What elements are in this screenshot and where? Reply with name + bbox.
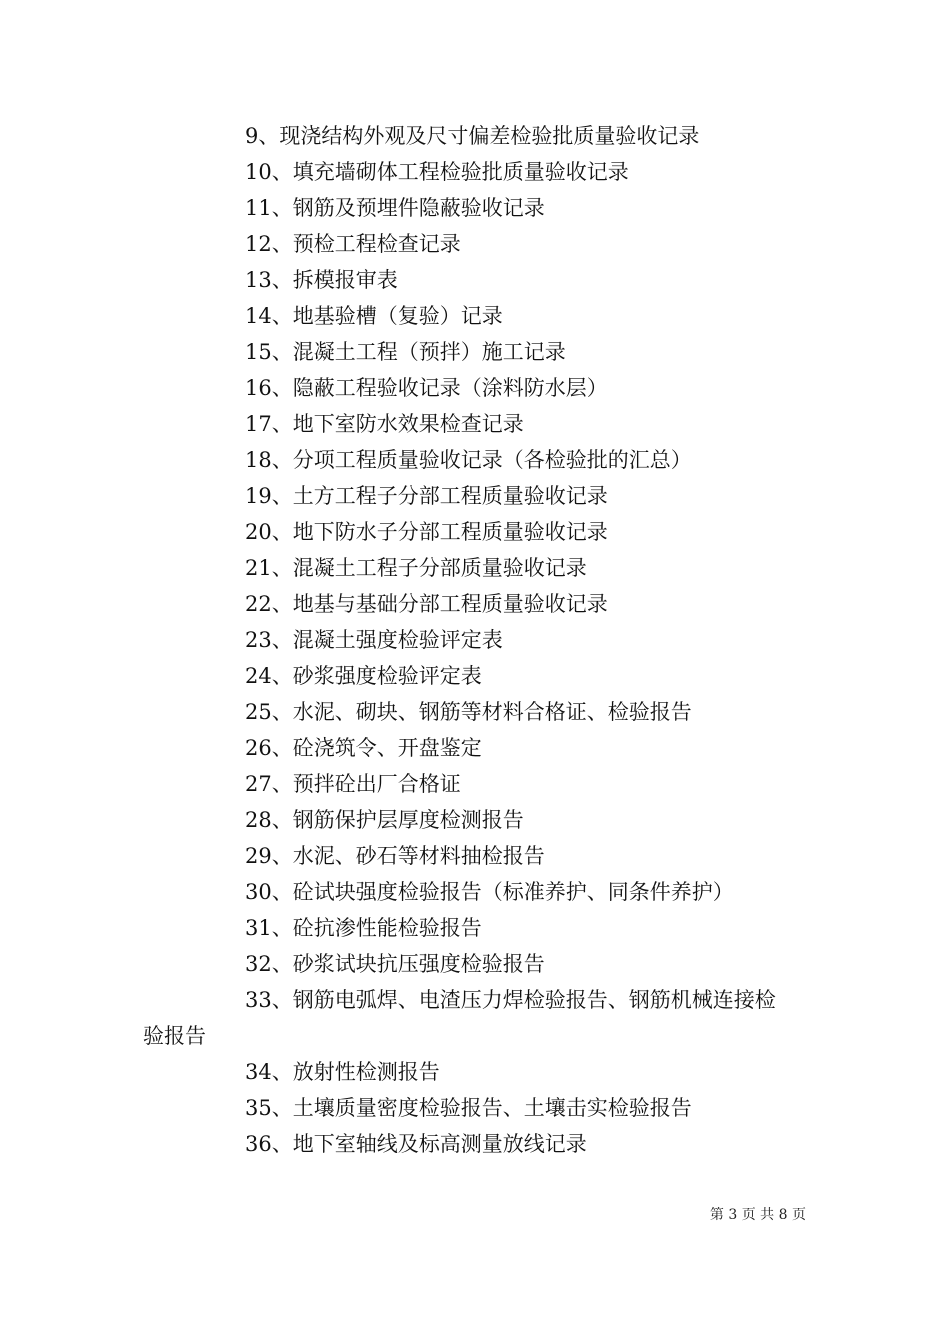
list-item: 34、放射性检测报告 (245, 1060, 440, 1084)
list-item: 10、填充墙砌体工程检验批质量验收记录 (245, 160, 629, 184)
list-item-wrapped (0, 982, 950, 1054)
list-item: 21、混凝土工程子分部质量验收记录 (245, 556, 587, 580)
list-item: 17、地下室防水效果检查记录 (245, 412, 524, 436)
list-item: 13、拆模报审表 (245, 268, 398, 292)
list-item-line-2: 验报告 (143, 1024, 206, 1048)
list-item: 26、砼浇筑令、开盘鉴定 (245, 736, 482, 760)
record-list (0, 118, 950, 1162)
list-item-line-1: 33、钢筋电弧焊、电渣压力焊检验报告、钢筋机械连接检 (245, 988, 776, 1012)
list-item: 11、钢筋及预埋件隐蔽验收记录 (245, 196, 545, 220)
list-item: 20、地下防水子分部工程质量验收记录 (245, 520, 608, 544)
list-item: 30、砼试块强度检验报告（标准养护、同条件养护） (245, 880, 734, 904)
list-item: 15、混凝土工程（预拌）施工记录 (245, 340, 566, 364)
list-item: 23、混凝土强度检验评定表 (245, 628, 503, 652)
list-item: 31、砼抗渗性能检验报告 (245, 916, 482, 940)
list-item: 24、砂浆强度检验评定表 (245, 664, 482, 688)
list-item: 36、地下室轴线及标高测量放线记录 (245, 1132, 587, 1156)
list-item: 28、钢筋保护层厚度检测报告 (245, 808, 524, 832)
list-item: 12、预检工程检查记录 (245, 232, 461, 256)
list-item: 16、隐蔽工程验收记录（涂料防水层） (245, 376, 608, 400)
page-number-footer: 第 3 页 共 8 页 (709, 1207, 806, 1223)
list-item: 35、土壤质量密度检验报告、土壤击实检验报告 (245, 1096, 692, 1120)
list-item: 22、地基与基础分部工程质量验收记录 (245, 592, 608, 616)
list-item: 25、水泥、砌块、钢筋等材料合格证、检验报告 (245, 700, 692, 724)
list-item: 27、预拌砼出厂合格证 (245, 772, 461, 796)
list-item: 19、土方工程子分部工程质量验收记录 (245, 484, 608, 508)
list-item: 29、水泥、砂石等材料抽检报告 (245, 844, 545, 868)
list-item: 18、分项工程质量验收记录（各检验批的汇总） (245, 448, 692, 472)
list-item: 32、砂浆试块抗压强度检验报告 (245, 952, 545, 976)
list-item: 9、现浇结构外观及尺寸偏差检验批质量验收记录 (245, 124, 700, 148)
list-item: 14、地基验槽（复验）记录 (245, 304, 503, 328)
